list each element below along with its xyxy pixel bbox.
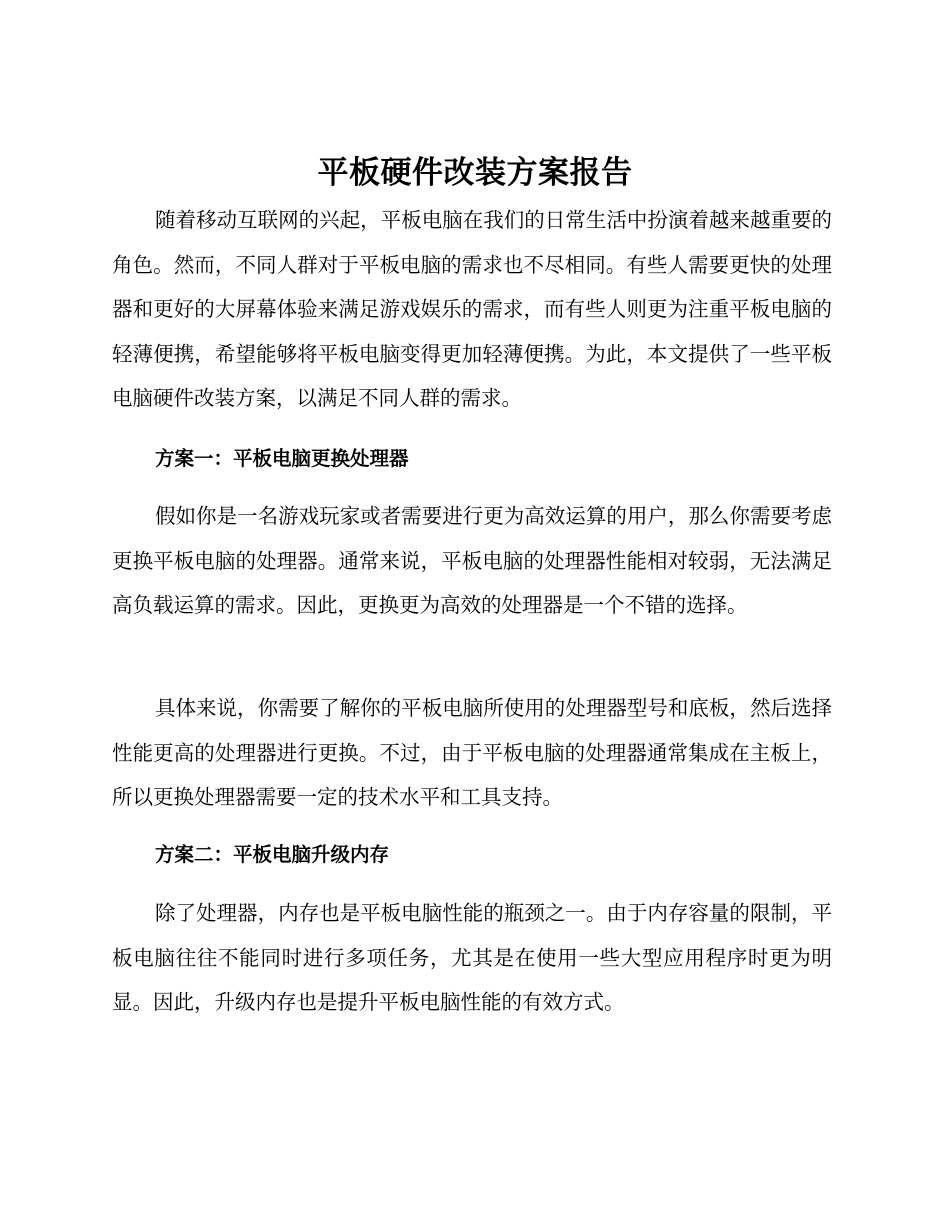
document-title: 平板硬件改装方案报告 <box>317 155 633 191</box>
intro-paragraph: 随着移动互联网的兴起，平板电脑在我们的日常生活中扮演着越来越重要的角色。然而，不同人群对于平板电脑的需求也不尽相同。有些人需要更快的处理器和更好的大屏幕体验来满足游戏娱乐的需求，而有些人则更为注重平板电脑的轻薄便携，希望能够将平板电脑变得更加轻薄便携。为此，本文提供了一些平板电脑硬件改装方案，以满足不同人群的需求。 <box>112 208 832 410</box>
section2-paragraph-1: 除了处理器，内存也是平板电脑性能的瓶颈之一。由于内存容量的限制，平板电脑往往不能同时进行多项任务，尤其是在使用一些大型应用程序时更为明显。因此，升级内存也是提升平板电脑性能的有效方式。 <box>112 901 832 1014</box>
section1-heading: 方案一：平板电脑更换处理器 <box>155 447 409 470</box>
section1-paragraph-1: 假如你是一名游戏玩家或者需要进行更为高效运算的用户，那么你需要考虑更换平板电脑的处理器。通常来说，平板电脑的处理器性能相对较弱，无法满足高负载运算的需求。因此，更换更为高效的处理器是一个不错的选择。 <box>112 504 832 617</box>
section1-paragraph-2: 具体来说，你需要了解你的平板电脑所使用的处理器型号和底板，然后选择性能更高的处理器进行更换。不过，由于平板电脑的处理器通常集成在主板上，所以更换处理器需要一定的技术水平和工具支持。 <box>112 696 832 809</box>
section2-heading: 方案二：平板电脑升级内存 <box>155 843 390 866</box>
